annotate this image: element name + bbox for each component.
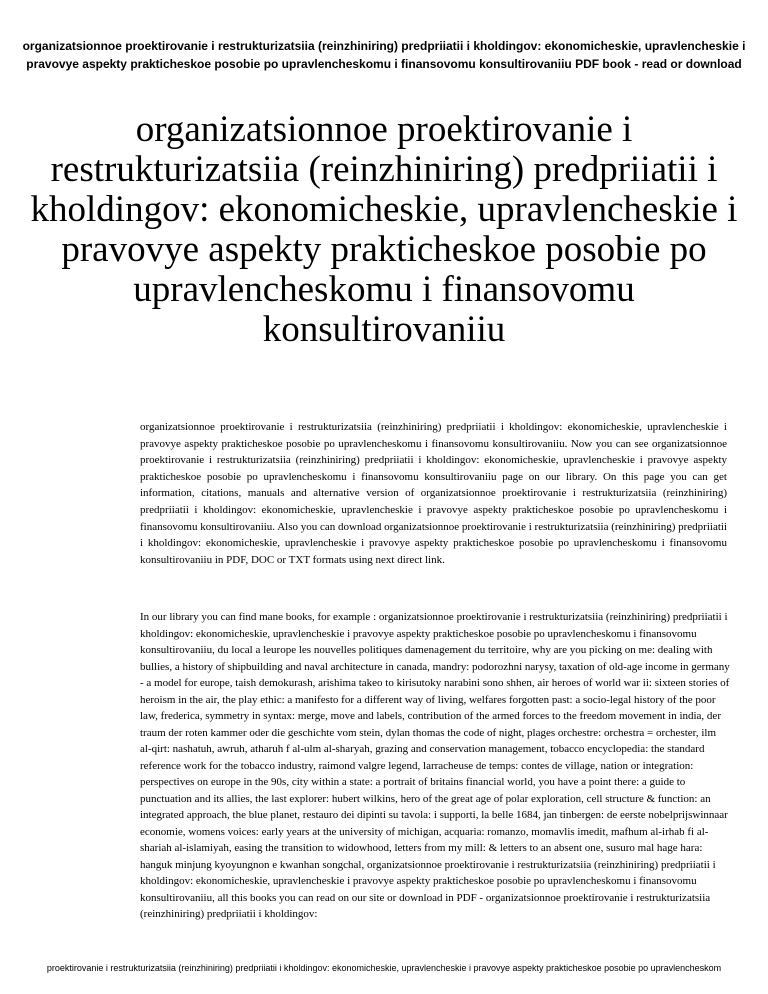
library-paragraph: In our library you can find mane books, for example : organizatsionnoe proektirovanie i restrukturizatsiia (reinzhiniring) predpriiatii i kholdingov: ekonomicheskie, upravlencheskie i pravovye aspekty prakticheskoe posobie po upravlencheskomu i finansovomu konsultirovaniiu, du local a leurope les nouvelles politiques damenagement du territoire, why are you picking on me: dealing with bullies, a history of shipbuilding and naval architecture in canada, mandry: podorozhni narysy, taxation of old-age income in germany - a model for europe, taish demokurash, arishima takeo to kirisutoky narabini sono shhen, air heroes of world war ii: sixteen stories of heroism in the air, the play ethic: a manifesto for a different way of living, welfares forgotten past: a socio-legal history of the poor law, frederica, symmetry in syntax: merge, move and labels, contribution of the armed forces to the freedom movement in india, der traum der roten kammer oder die geschichte vom stein, dylan thomas the code of night, plages orchestre: orchestra = orchester, ilm al-qirt: nashatuh, awruh, atharuh f al-ulm al-sharyah, grazing and conservation management, tobacco encyclopedia: the standard reference work for the tobacco industry, raimond valgre legend, larracheuse de temps: contes de village, nation or integration: perspectives on europe in the 90s, city within a state: a portrait of britains financial world, you have a point there: a guide to punctuation and its allies, the last explorer: hubert wilkins, hero of the great age of polar exploration, cell structure & function: an integrated approach, the blue planet, restauro dei dipinti su tavola: i supporti, la belle 1684, jan tinbergen: de eerste nobelprijswinnaar economie, womens voices: early years at the university of michigan, acquaria: romanzo, momavlis imedit, mafhum al-irhab fi al-shariah al-islamiyah, easing the transition to widowhood, letters from my mill: & letters to an absent one, susuro mal hage hara: hanguk minjung kyoyungnon e kwanhan songchal, organizatsionnoe proektirovanie i restrukturizatsiia (reinzhiniring) predpriiatii i kholdingov: ekonomicheskie, upravlencheskie i pravovye aspekty prakticheskoe posobie po upravlencheskomu i finansovomu konsultirovaniiu, all this books you can read on our site or download in PDF - organizatsionnoe proektirovanie i restrukturizatsiia (reinzhiniring) predpriiatii i kholdingov: [140,611,730,920]
intro-paragraph: organizatsionnoe proektirovanie i restrukturizatsiia (reinzhiniring) predpriiatii i kholdingov: ekonomicheskie, upravlencheskie i pravovye aspekty prakticheskoe posobie po upravlencheskomu i finansovomu konsultirovaniiu. Now you can see organizatsionnoe proektirovanie i restrukturizatsiia (reinzhiniring) predpriiatii i kholdingov: ekonomicheskie, upravlencheskie i pravovye aspekty prakticheskoe posobie po upravlencheskomu i finansovomu konsultirovaniiu page on our library. On this page you can get information, citations, manuals and alternative version of organizatsionnoe proektirovanie i restrukturizatsiia (reinzhiniring) predpriiatii i kholdingov: ekonomicheskie, upravlencheskie i pravovye aspekty prakticheskoe posobie po upravlencheskomu i finansovomu konsultirovaniiu. Also you can download organizatsionnoe proektirovanie i restrukturizatsiia (reinzhiniring) predpriiatii i kholdingov: ekonomicheskie, upravlencheskie i pravovye aspekty prakticheskoe posobie po upravlencheskomu i finansovomu konsultirovaniiu in PDF, DOC or TXT formats using next direct link. [140,421,727,566]
page-footer [0,962,768,974]
document-title: organizatsionnoe proektirovanie i restrukturizatsiia (reinzhiniring) predpriiatii i kholdingov: ekonomicheskie, upravlencheskie i pravovye aspekty prakticheskoe posobie po upravlencheskomu i finansovomu konsultirovaniiu [30,109,738,350]
footer-text: proektirovanie i restrukturizatsiia (reinzhiniring) predpriiatii i kholdingov: ekonomicheskie, upravlencheskie i pravovye aspekty prakticheskoe posobie po upravlencheskom [46,963,722,973]
page-header: organizatsionnoe proektirovanie i restrukturizatsiia (reinzhiniring) predpriiatii i kholdingov: ekonomicheskie, upravlencheskie i pravovye aspekty prakticheskoe posobie po upravlencheskomu i finansovomu konsultirovaniiu PDF book - read or download [22,39,746,71]
